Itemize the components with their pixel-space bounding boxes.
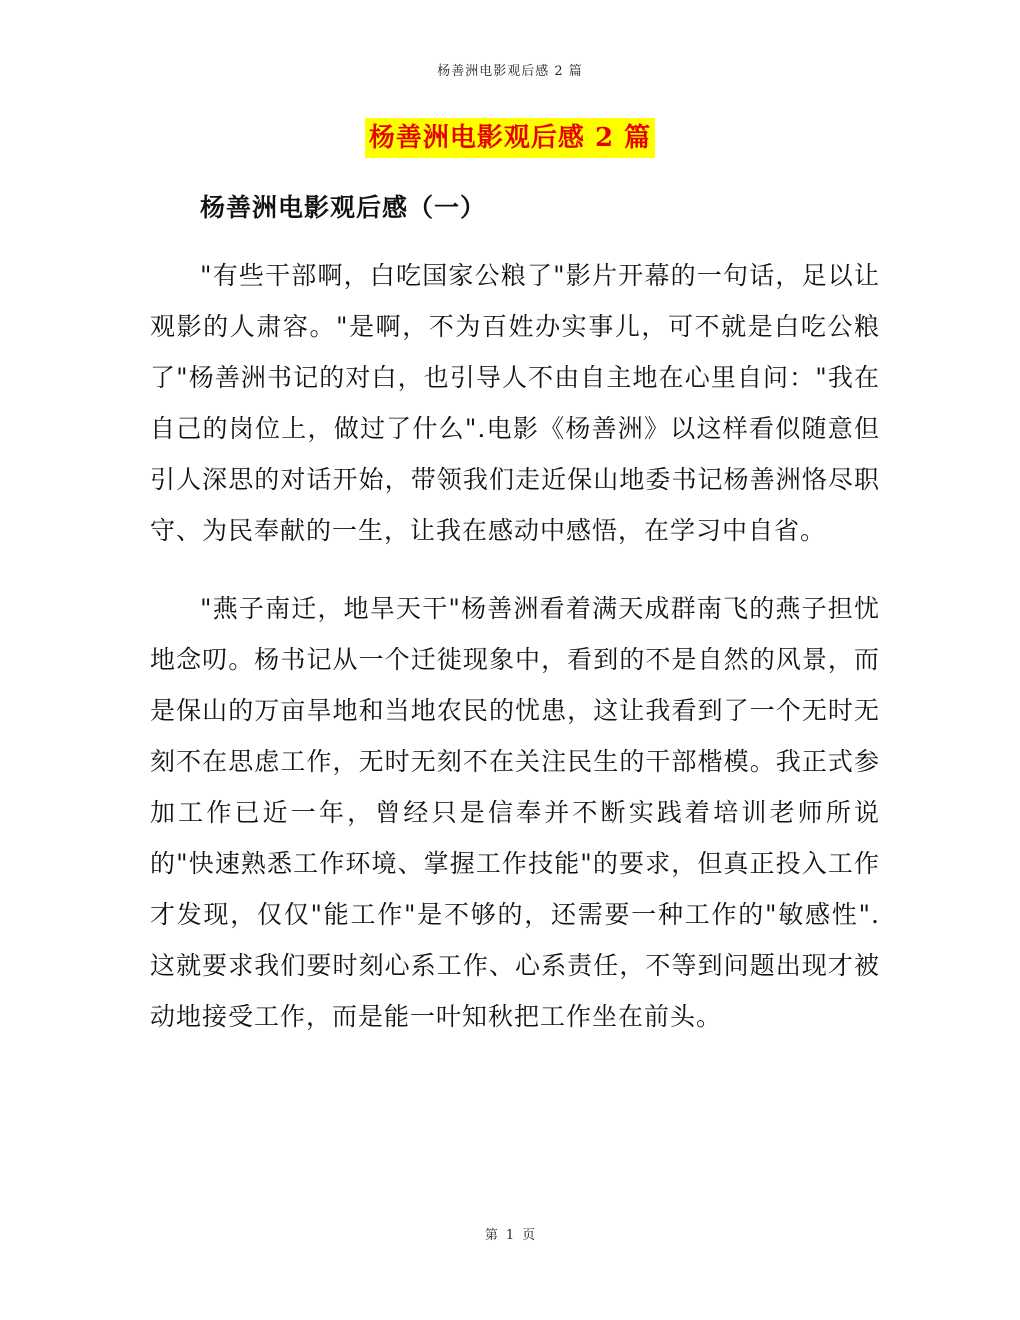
page-number: 1 (505, 1228, 515, 1243)
section-title: 杨善洲电影观后感（一） (200, 193, 487, 222)
running-header: 杨善洲电影观后感 2 篇 (437, 64, 583, 79)
paragraph-1: "有些干部啊，白吃国家公粮了"影片开幕的一句话，足以让观影的人肃容。"是啊，不为百姓办实事儿，可不就是白吃公粮了"杨善洲书记的对白，也引导人不由自主地在心里自问："我在自己的岗位上，做过了什么".电影《杨善洲》以这样看似随意但引人深思的对话开始，带领我们走近保山地委书记杨善洲恪尽职守、为民奉献的一生，让我在感动中感悟，在学习中自省。 (150, 261, 880, 545)
document-title: 杨善洲电影观后感 2 篇 (365, 118, 655, 158)
paragraph-2: "燕子南迁，地旱天干"杨善洲看着满天成群南飞的燕子担忧地念叨。杨书记从一个迁徙现象中，看到的不是自然的风景，而是保山的万亩旱地和当地农民的忧患，这让我看到了一个无时无刻不在思虑工作，无时无刻不在关注民生的干部楷模。我正式参加工作已近一年，曾经只是信奉并不断实践着培训老师所说的"快速熟悉工作环境、掌握工作技能"的要求，但真正投入工作才发现，仅仅"能工作"是不够的，还需要一种工作的"敏感性".这就要求我们要时刻心系工作、心系责任，不等到问题出现才被动地接受工作，而是能一叶知秋把工作坐在前头。 (150, 594, 880, 1031)
page-prefix: 第 (484, 1228, 498, 1243)
document-body (150, 250, 880, 1042)
page-suffix: 页 (522, 1228, 536, 1243)
title-container (0, 118, 1020, 158)
page-footer (0, 1224, 1020, 1243)
